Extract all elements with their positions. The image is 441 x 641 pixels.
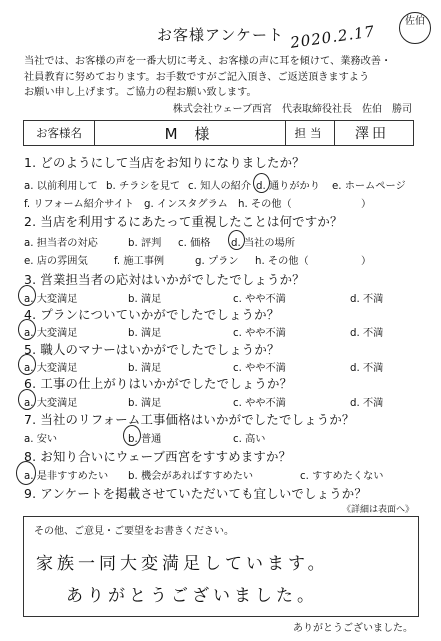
- question-3: 3. 営業担当者の応対はいかがでしたでしょうか？: [24, 272, 305, 287]
- q1-option-d: d. 通りがかり: [256, 181, 320, 192]
- q2-option-b: b. 評判: [128, 238, 162, 249]
- q8-answer-circle: [16, 461, 36, 485]
- q1-answer-circle: [253, 173, 270, 193]
- q7-option-a: a. 安い: [24, 434, 58, 445]
- q3-option-b: b. 満足: [128, 294, 162, 305]
- question-6: 6. 工事の仕上がりはいかがでしたでしょうか？: [24, 376, 293, 391]
- intro-line: 社員教育に努めております。お手数ですがご記入頂き、ご返送頂きますよう: [24, 71, 370, 83]
- q3-option-d: d. 不満: [350, 294, 384, 305]
- comment-handwriting-line1: 家族一同大変満足しています。: [36, 554, 329, 574]
- q5-option-a: a. 大変満足: [24, 363, 78, 374]
- q2-option-c: c. 価格: [178, 238, 211, 249]
- seal-stamp: [399, 12, 431, 44]
- q1-option-h: h. その他（: [238, 199, 292, 210]
- q8-option-c: c. すすめたくない: [300, 471, 384, 482]
- seal-text: 佐伯: [405, 16, 425, 27]
- q6-answer-circle: [18, 389, 36, 410]
- question-9: 9. アンケートを掲載させていただいても宜しいでしょうか？: [24, 486, 367, 501]
- survey-title: お客様アンケート: [156, 26, 285, 44]
- q2-option-h: h. その他（: [255, 256, 309, 267]
- q1-option-e: e. ホームページ: [332, 181, 406, 192]
- question-1: 1. どのようにして当店をお知りになりましたか？: [24, 155, 305, 170]
- comment-handwriting-line2: ありがとうございました。: [66, 586, 318, 606]
- company-signature: 株式会社ウェーブ西宮 代表取締役社長 佐伯 勝司: [172, 104, 412, 115]
- staff-name: 澤田: [355, 126, 389, 142]
- q1-option-b: b. チラシを見て: [106, 181, 181, 192]
- q5-option-c: c. やや不満: [233, 363, 286, 374]
- q7-option-c: c. 高い: [233, 434, 266, 445]
- q2-option-f: f. 施工事例: [114, 256, 165, 267]
- q1-option-h-close: ）: [361, 199, 372, 210]
- q4-option-b: b. 満足: [128, 328, 162, 339]
- question-8: 8. お知り合いにウェーブ西宮をすすめますか？: [24, 449, 292, 464]
- q3-option-c: c. やや不満: [233, 294, 286, 305]
- customer-name-label: お客様名: [24, 121, 95, 145]
- q6-option-d: d. 不満: [350, 398, 384, 409]
- q6-option-b: b. 満足: [128, 398, 162, 409]
- q3-option-a: a. 大変満足: [24, 294, 78, 305]
- q1-option-a: a. 以前利用して: [24, 181, 98, 192]
- q2-answer-circle: [228, 230, 245, 250]
- q1-option-c: c. 知人の紹介: [188, 181, 252, 192]
- q5-option-d: d. 不満: [350, 363, 384, 374]
- q6-option-c: c. やや不満: [233, 398, 286, 409]
- q4-option-a: a. 大変満足: [24, 328, 78, 339]
- intro-line: 当社では、お客様の声を一番大切に考え、お客様の声に耳を傾けて、業務改善・: [24, 56, 392, 67]
- q5-answer-circle: [18, 354, 36, 375]
- question-5: 5. 職人のマナーはいかがでしたでしょうか？: [24, 342, 280, 357]
- q4-option-d: d. 不満: [350, 328, 384, 339]
- q4-answer-circle: [18, 319, 36, 340]
- q2-option-a: a. 担当者の対応: [24, 238, 98, 249]
- q7-answer-circle: [123, 425, 141, 446]
- question-2: 2. 当店を利用するにあたって重視したことは何ですか？: [24, 214, 343, 229]
- q2-option-e: e. 店の雰囲気: [24, 256, 88, 267]
- q3-answer-circle: [18, 285, 36, 306]
- question-7: 7. 当社のリフォーム工事価格はいかがでしたでしょうか？: [24, 412, 355, 427]
- q1-option-f: f. リフォーム紹介サイト: [24, 199, 134, 210]
- q4-option-c: c. やや不満: [233, 328, 286, 339]
- customer-name-value: M 様: [95, 121, 286, 145]
- details-note: 《詳細は表面へ》: [341, 505, 414, 515]
- q6-option-a: a. 大変満足: [24, 398, 78, 409]
- comment-box: [23, 516, 419, 617]
- q8-option-a: a. 是非すすめたい: [24, 471, 109, 482]
- q8-option-b: b. 機会があればすすめたい: [128, 471, 254, 482]
- q1-option-g: g. インスタグラム: [144, 199, 228, 210]
- comment-label: その他、ご意見・ご要望をお書きください。: [34, 526, 234, 537]
- intro-text: [24, 54, 424, 101]
- intro-line: お願い申し上げます。ご協力の程お願い致します。: [24, 87, 257, 98]
- footer-thanks: ありがとうございました。: [293, 623, 413, 634]
- q2-option-g: g. プラン: [195, 256, 239, 267]
- q2-option-h-close: ）: [361, 256, 372, 267]
- q5-option-b: b. 満足: [128, 363, 162, 374]
- q2-option-d: d. 当社の場所: [231, 238, 295, 249]
- customer-name-row: [23, 120, 414, 146]
- staff-label: 担当: [286, 121, 335, 145]
- q7-option-b: b. 普通: [128, 434, 162, 445]
- question-4: 4. プランについていかがでしたでしょうか？: [24, 307, 280, 322]
- handwritten-date: 2020.2.17: [289, 22, 377, 52]
